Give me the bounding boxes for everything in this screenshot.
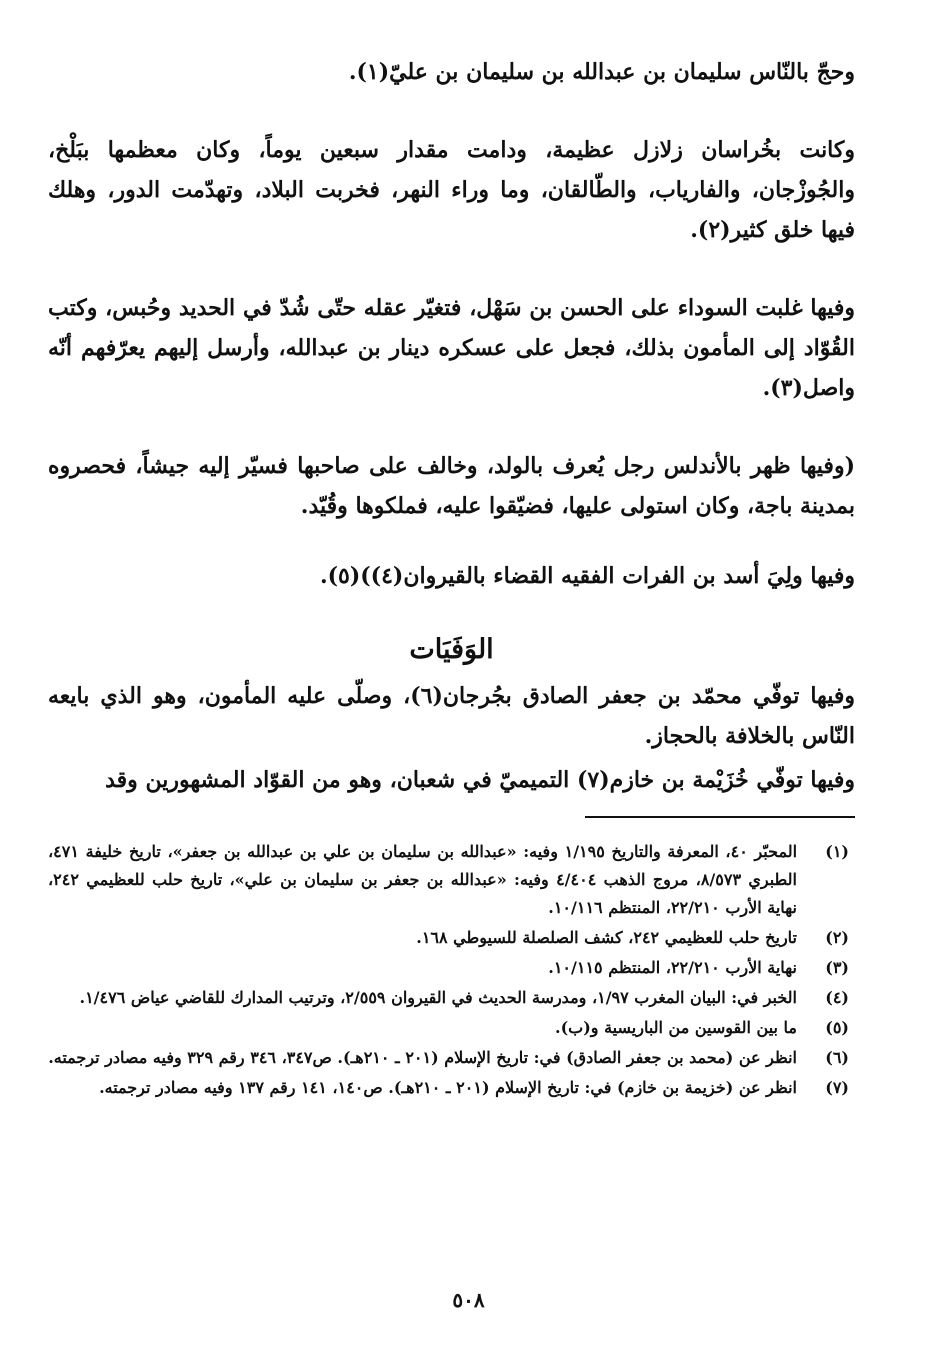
footnote-text: انظر عن (خزيمة بن خازم) في: تاريخ الإسلام (٢٠١ ـ ٢١٠هـ). ص١٤٠، ١٤١ رقم ١٣٧ وفيه مصادر ترجمته. (99, 1078, 797, 1097)
footnote-6 (48, 1044, 855, 1072)
main-text (48, 52, 855, 800)
footnote-4 (48, 984, 855, 1012)
paragraph-hajj: وحجّ بالنّاس سليمان بن عبدالله بن سليمان بن عليّ(١). (348, 59, 855, 85)
footnotes (48, 838, 855, 1102)
footnote-text: الخبر في: البيان المغرب ١/٩٧، ومدرسة الحديث في القيروان ٢/٥٥٩، وترتيب المدارك للقاضي عياض ١/٤٧٦. (79, 988, 797, 1007)
footnote-text: نهاية الأرب ٢٢/٢١٠، المنتظم ١٠/١١٥. (548, 958, 797, 977)
footnote-number: (٢) (825, 928, 849, 947)
section-heading-obituaries: الوَفَيَات (409, 634, 494, 665)
paragraph-obituary-muhammad: وفيها توفّي محمّد بن جعفر الصادق بجُرجان(٦)، وصلّى عليه المأمون، وهو الذي بايعه النّاس بالخلافة بالحجاز. (48, 683, 855, 749)
paragraph-obituary-khuzayma: وفيها توفّي خُزَيْمة بن خازم(٧) التميميّ في شعبان، وهو من القوّاد المشهورين وقد (105, 767, 855, 793)
footnote-5 (48, 1014, 855, 1042)
footnote-text: ما بين القوسين من الباريسية و(ب). (555, 1018, 797, 1037)
page-number: ٥٠٨ (452, 1288, 485, 1312)
footnote-number: (٥) (825, 1018, 849, 1037)
paragraph-andalus: (وفيها ظهر بالأندلس رجل يُعرف بالولد، وخالف على صاحبها فسيّر إليه جيشاً، فحصروه بمدينة باجة، وكان استولى عليها، فضيّقوا عليه، فملكوها وقُيّد. (48, 453, 855, 519)
footnote-number: (٤) (825, 988, 849, 1007)
footnote-7 (48, 1074, 855, 1102)
paragraph-hasan-ibn-sahl: وفيها غلبت السوداء على الحسن بن سَهْل، فتغيّر عقله حتّى شُدّ في الحديد وحُبس، وكتب القُوّاد إلى المأمون بذلك، فجعل على عسكره دينار بن عبدالله، وأرسل إليهم يعرّفهم أنّه واصل(٣). (48, 295, 855, 401)
footnote-3 (48, 954, 855, 982)
footnote-number: (٦) (825, 1048, 849, 1067)
footnote-text: انظر عن (محمد بن جعفر الصادق) في: تاريخ الإسلام (٢٠١ ـ ٢١٠هـ). ص٣٤٧، ٣٤٦ رقم ٣٢٩ وفيه مصادر ترجمته. (48, 1048, 797, 1067)
footnote-text: تاريخ حلب للعظيمي ٢٤٢، كشف الصلصلة للسيوطي ١٦٨. (416, 928, 797, 947)
footnote-2 (48, 924, 855, 952)
footnote-number: (١) (825, 842, 849, 861)
footnote-separator (585, 816, 855, 818)
footnote-1 (48, 838, 855, 922)
footnote-number: (٣) (825, 958, 849, 977)
paragraph-earthquakes: وكانت بخُراسان زلازل عظيمة، ودامت مقدار سبعين يوماً، وكان معظمها ببَلْخ، والجُوزْجان، والفارياب، والطّالقان، وما وراء النهر، فخربت البلاد، وتهدّمت الدور، وهلك فيها خلق كثير(٢). (48, 137, 855, 243)
footnote-text: المحبّر ٤٠، المعرفة والتاريخ ١/١٩٥ وفيه: «عبدالله بن سليمان بن علي بن عبدالله بن جعفر»، تاريخ خليفة ٤٧١، الطبري ٨/٥٧٣، مروج الذهب ٤/٤٠٤ وفيه: «عبدالله بن جعفر بن سليمان بن علي»، تاريخ حلب للعظيمي ٢٤٢، نهاية الأرب ٢٢/٢١٠، المنتظم ١٠/١١٦. (48, 842, 798, 917)
paragraph-asad-ibn-furat: وفيها ولِيَ أسد بن الفرات الفقيه القضاء بالقيروان(٤))(٥). (319, 563, 855, 589)
footnote-number: (٧) (825, 1078, 849, 1097)
